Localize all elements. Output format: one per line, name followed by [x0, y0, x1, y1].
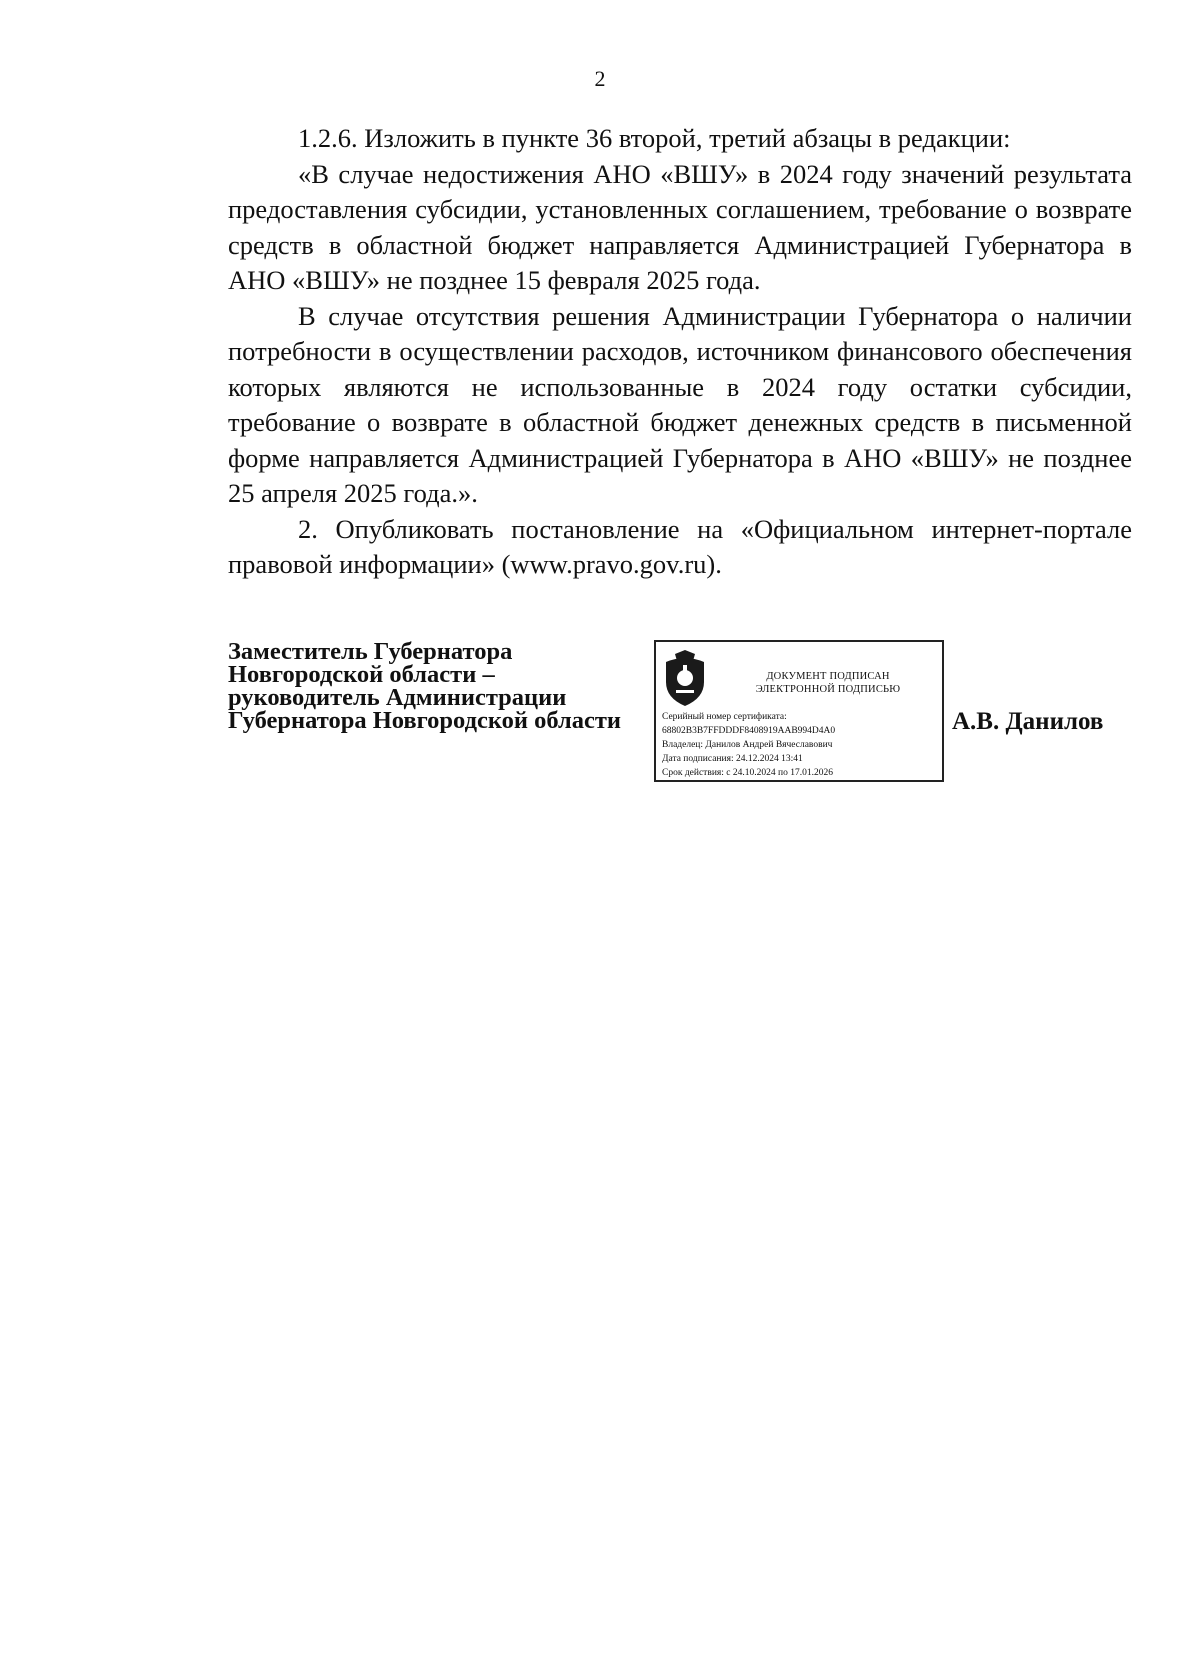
electronic-signature-stamp: [654, 640, 944, 782]
stamp-serial-label: Серийный номер сертификата:: [662, 712, 787, 722]
page-number: 2: [594, 66, 606, 91]
stamp-header-line: ЭЛЕКТРОННОЙ ПОДПИСЬЮ: [755, 684, 901, 695]
stamp-validity: Срок действия: с 24.10.2024 по 17.01.2026: [662, 768, 833, 778]
stamp-details: [662, 710, 942, 780]
paragraph-2-publish: 2. Опубликовать постановление на «Официальном интернет-портале правовой информации» (www.pravo.gov.ru).: [228, 513, 1132, 579]
document-body: [228, 121, 1132, 583]
paragraph-quote-2: В случае отсутствия решения Администрации Губернатора о наличии потребности в осуществлении расходов, источником финансового обеспечения которых являются не использованные в 2024 году остатки субсидии, требование о возврате в областной бюджет денежных средств в письменной форме направляется Администрацией Губернатора в АНО «ВШУ» не позднее 25 апреля 2025 года.».: [228, 300, 1132, 508]
signatory-title-line: Губернатора Новгородской области: [228, 707, 622, 734]
paragraph-1-2-6: 1.2.6. Изложить в пункте 36 второй, третий абзацы в редакции:: [298, 123, 1011, 153]
stamp-serial-value: 68802B3B7FFDDDF8408919AAB994D4A0: [662, 726, 836, 736]
stamp-owner: Владелец: Данилов Андрей Вячеславович: [662, 740, 833, 750]
stamp-sign-date: Дата подписания: 24.12.2024 13:41: [662, 754, 803, 764]
coat-of-arms-icon: [662, 648, 708, 708]
signatory-title-line: Заместитель Губернатора: [228, 638, 513, 665]
stamp-header: [716, 670, 940, 696]
signatory-title-line: Новгородской области –: [228, 661, 495, 688]
signatory-name: А.В. Данилов: [952, 708, 1104, 735]
stamp-header-line: ДОКУМЕНТ ПОДПИСАН: [766, 671, 890, 682]
paragraph-quote-1: «В случае недостижения АНО «ВШУ» в 2024 году значений результата предоставления субсидии, установленных соглашением, требование о возврате средств в областной бюджет направляется Администрацией Губернатора в АНО «ВШУ» не позднее 15 февраля 2025 года.: [228, 158, 1132, 295]
signatory-title-line: руководитель Администрации: [228, 684, 567, 711]
signatory-title: [228, 640, 648, 732]
